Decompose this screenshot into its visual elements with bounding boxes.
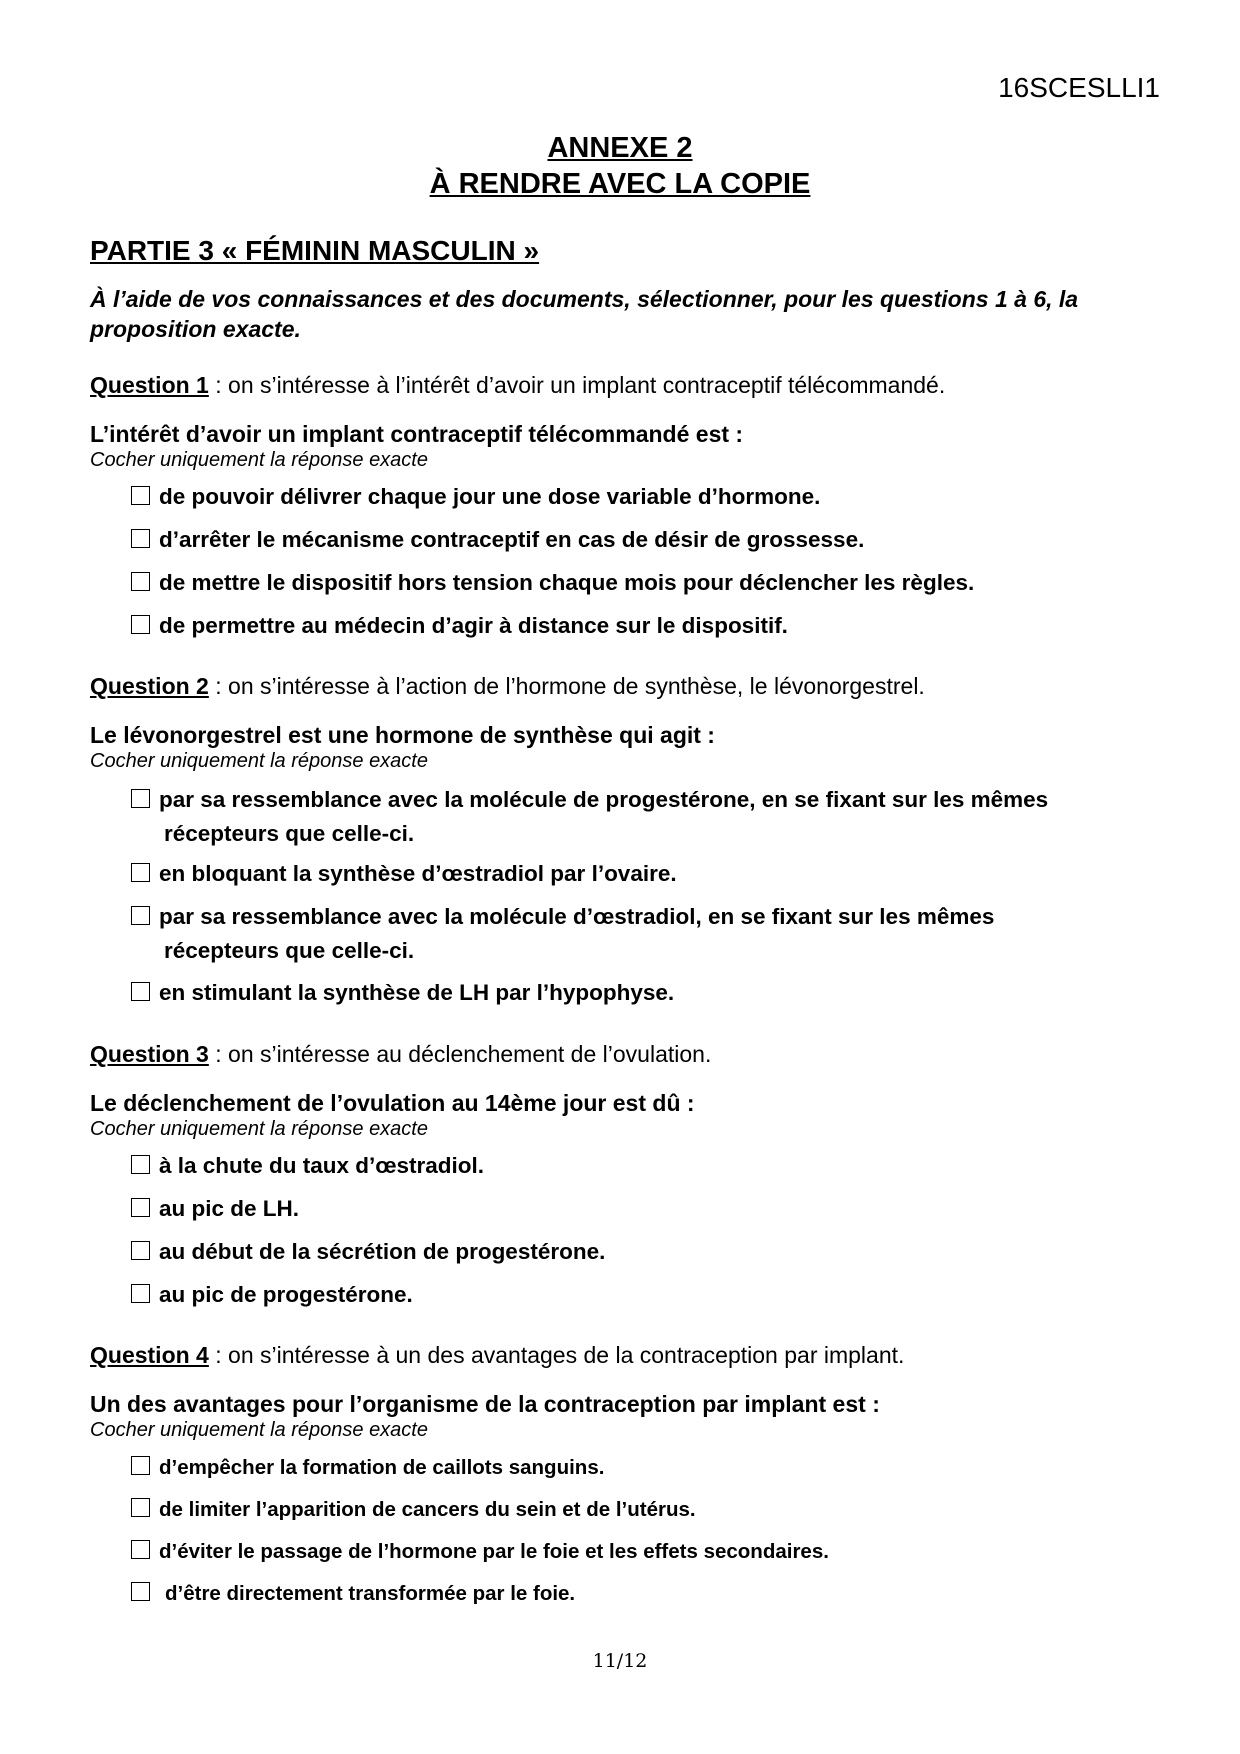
- question-2-hint: Cocher uniquement la réponse exacte: [90, 750, 428, 772]
- checkbox[interactable]: [131, 1582, 150, 1601]
- question-2-stem: Le lévonorgestrel est une hormone de synthèse qui agit :: [90, 722, 715, 748]
- checkbox[interactable]: [131, 863, 150, 882]
- checkbox[interactable]: [131, 1540, 150, 1559]
- question-intro: : on s’intéresse à l’intérêt d’avoir un implant contraceptif télécommandé.: [208, 372, 946, 398]
- annex-subtitle: À RENDRE AVEC LA COPIE: [429, 168, 811, 200]
- question-2-heading: [90, 673, 925, 700]
- q3-option-1[interactable]: à la chute du taux d’œstradiol.: [131, 1149, 1161, 1183]
- q4-option-3[interactable]: d’éviter le passage de l’hormone par le foie et les effets secondaires.: [131, 1535, 1161, 1569]
- page-number: 11/12: [592, 1650, 648, 1672]
- q3-option-4[interactable]: au pic de progestérone.: [131, 1278, 1161, 1312]
- question-label: Question 4: [90, 1342, 209, 1368]
- question-4-hint: Cocher uniquement la réponse exacte: [90, 1419, 428, 1441]
- checkbox[interactable]: [131, 1198, 150, 1217]
- checkbox[interactable]: [131, 572, 150, 591]
- question-3-heading: [90, 1041, 711, 1068]
- question-4-heading: [90, 1342, 904, 1369]
- question-label: Question 2: [90, 673, 209, 699]
- document-code: 16SCESLLI1: [998, 72, 1160, 103]
- q1-option-3[interactable]: de mettre le dispositif hors tension chaque mois pour déclencher les règles.: [131, 566, 1161, 600]
- checkbox[interactable]: [131, 529, 150, 548]
- q2-option-4[interactable]: en stimulant la synthèse de LH par l’hypophyse.: [131, 976, 1161, 1010]
- q2-option-3[interactable]: par sa ressemblance avec la molécule d’œstradiol, en se fixant sur les mêmes récepteurs que celle-ci.: [131, 900, 1161, 968]
- q1-option-4[interactable]: de permettre au médecin d’agir à distance sur le dispositif.: [131, 609, 1161, 643]
- question-label: Question 1: [90, 372, 209, 398]
- checkbox[interactable]: [131, 1241, 150, 1260]
- question-1-heading: [90, 372, 945, 399]
- checkbox[interactable]: [131, 615, 150, 634]
- checkbox[interactable]: [131, 982, 150, 1001]
- question-4-stem: Un des avantages pour l’organisme de la contraception par implant est :: [90, 1391, 880, 1417]
- checkbox[interactable]: [131, 1498, 150, 1517]
- question-1-hint: Cocher uniquement la réponse exacte: [90, 449, 428, 471]
- q4-option-1[interactable]: d’empêcher la formation de caillots sanguins.: [131, 1451, 1161, 1485]
- question-3-hint: Cocher uniquement la réponse exacte: [90, 1118, 428, 1140]
- checkbox[interactable]: [131, 1456, 150, 1475]
- section-heading: PARTIE 3 « FÉMININ MASCULIN »: [90, 235, 540, 266]
- question-intro: : on s’intéresse à l’action de l’hormone de synthèse, le lévonorgestrel.: [208, 673, 925, 699]
- question-label: Question 3: [90, 1041, 209, 1067]
- q1-option-1[interactable]: de pouvoir délivrer chaque jour une dose variable d’hormone.: [131, 480, 1161, 514]
- question-1-stem: L’intérêt d’avoir un implant contraceptif télécommandé est :: [90, 421, 744, 447]
- instructions: À l’aide de vos connaissances et des documents, sélectionner, pour les questions 1 à 6, la proposition exacte.: [90, 286, 1079, 342]
- checkbox[interactable]: [131, 1284, 150, 1303]
- annex-title: ANNEXE 2: [547, 132, 693, 164]
- checkbox[interactable]: [131, 906, 150, 925]
- q4-option-2[interactable]: de limiter l’apparition de cancers du sein et de l’utérus.: [131, 1493, 1161, 1527]
- question-intro: : on s’intéresse à un des avantages de la contraception par implant.: [208, 1342, 905, 1368]
- q3-option-2[interactable]: au pic de LH.: [131, 1192, 1161, 1226]
- q2-option-2[interactable]: en bloquant la synthèse d’œstradiol par l’ovaire.: [131, 857, 1161, 891]
- checkbox[interactable]: [131, 486, 150, 505]
- q3-option-3[interactable]: au début de la sécrétion de progestérone.: [131, 1235, 1161, 1269]
- checkbox[interactable]: [131, 789, 150, 808]
- q4-option-4[interactable]: d’être directement transformée par le foie.: [131, 1577, 1161, 1611]
- q1-option-2[interactable]: d’arrêter le mécanisme contraceptif en cas de désir de grossesse.: [131, 523, 1161, 557]
- q2-option-1[interactable]: par sa ressemblance avec la molécule de progestérone, en se fixant sur les mêmes récepteurs que celle-ci.: [131, 783, 1161, 851]
- question-intro: : on s’intéresse au déclenchement de l’ovulation.: [208, 1041, 712, 1067]
- checkbox[interactable]: [131, 1155, 150, 1174]
- question-3-stem: Le déclenchement de l’ovulation au 14ème jour est dû :: [90, 1090, 695, 1116]
